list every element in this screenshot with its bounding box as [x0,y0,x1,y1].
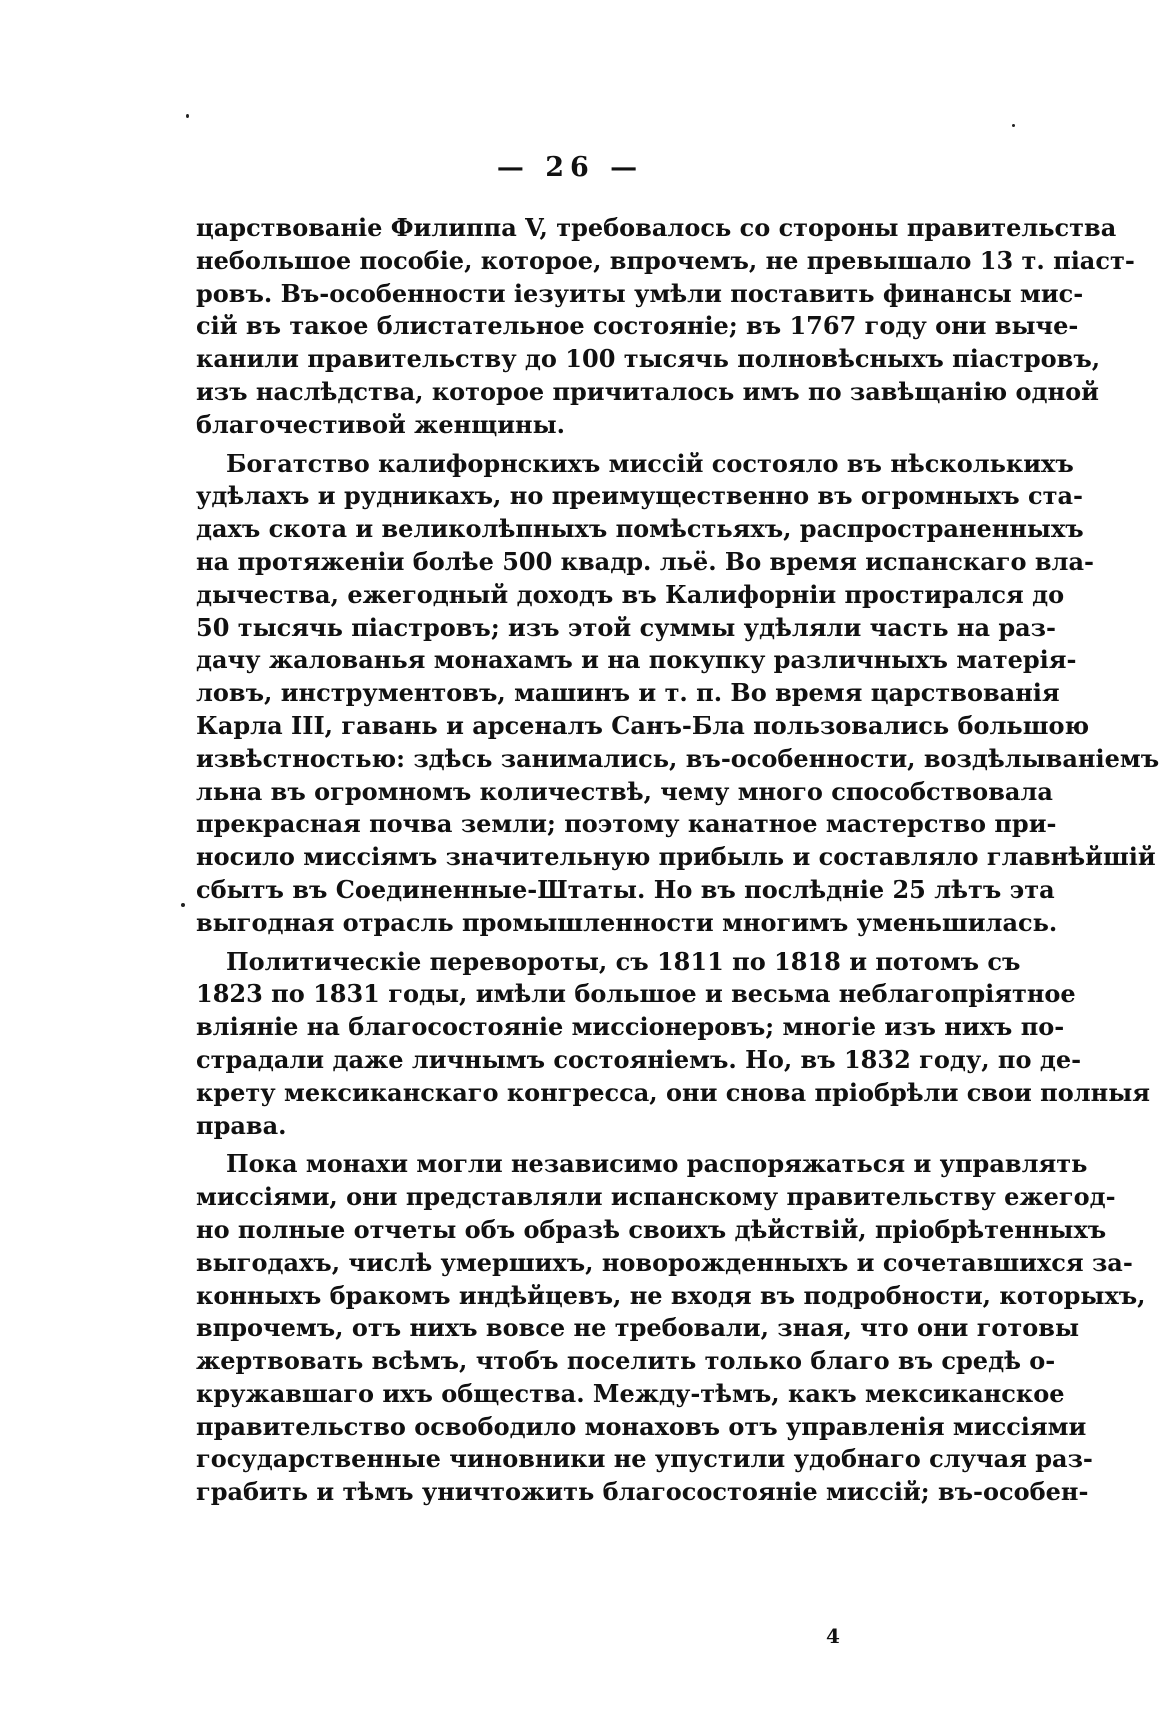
scan-speck [181,903,185,907]
text-line: Политическіе перевороты, съ 1811 по 1818 и потомъ съ [226,946,1021,976]
text-line: конныхъ бракомъ индѣйцевъ, не входя въ подробности, которыхъ, [196,1280,1146,1310]
text-line: льна въ огромномъ количествѣ, чему много способствовала [196,776,1053,806]
scan-speck [1012,124,1015,127]
text-line: крету мексиканскаго конгресса, они снова пріобрѣли свои полныя [196,1077,1151,1107]
text-line: небольшое пособіе, которое, впрочемъ, не превышало 13 т. піаст- [196,245,1135,275]
text-line: удѣлахъ и рудникахъ, но преимущественно въ огромныхъ ста- [196,481,1083,511]
text-line: права. [196,1110,287,1140]
text-line: Пока монахи могли независимо распоряжаться и управлять [226,1149,1088,1179]
text-line: дычества, ежегодный доходъ въ Калифорніи простирался до [196,579,1065,609]
paragraph-3 [196,946,1151,1143]
text-line: Богатство калифорнскихъ миссій состояло въ нѣсколькихъ [226,448,1074,478]
text-line: дахъ скота и великолѣпныхъ помѣстьяхъ, распространенныхъ [196,514,1084,544]
paragraph-4 [196,1148,1146,1509]
text-line: дачу жалованья монахамъ и на покупку различныхъ матерія- [196,645,1077,675]
text-line: сій въ такое блистательное состояніе; въ 1767 году они выче- [196,311,1079,341]
text-line: прекрасная почва земли; поэтому канатное мастерство при- [196,809,1057,839]
text-line: ловъ, инструментовъ, машинъ и т. п. Во время царствованія [196,678,1060,708]
text-line: сбытъ въ Соединенные-Штаты. Но въ послѣдніе 25 лѣтъ эта [196,874,1055,904]
text-line: вліяніе на благосостояніе миссіонеровъ; многіе изъ нихъ по- [196,1012,1065,1042]
text-line: страдали даже личнымъ состояніемъ. Но, въ 1832 году, по де- [196,1044,1082,1074]
text-line: на протяженіи болѣе 500 квадр. льё. Во время испанскаго вла- [196,546,1094,576]
text-line: носило миссіямъ значительную прибыль и составляло главнѣйшій [196,842,1156,872]
text-line: государственные чиновники не упустили удобнаго случая раз- [196,1444,1093,1474]
text-line: канили правительству до 100 тысячь полновѣсныхъ піастровъ, [196,344,1101,374]
text-line: грабить и тѣмъ уничтожить благосостояніе миссій; въ-особен- [196,1477,1089,1507]
text-line: извѣстностью: здѣсь занимались, въ-особенности, воздѣлываніемъ [196,743,1159,773]
text-line: впрочемъ, отъ нихъ вовсе не требовали, зная, что они готовы [196,1313,1080,1343]
text-line: выгодная отрасль промышленности многимъ уменьшилась. [196,907,1058,937]
text-line: изъ наслѣдства, которое причиталось имъ по завѣщанію одной [196,376,1099,406]
text-line: 50 тысячь піастровъ; изъ этой суммы удѣляли часть на раз- [196,612,1056,642]
page-number: — 26 — [496,152,644,183]
scan-speck [186,114,189,118]
text-line: правительство освободило монаховъ отъ управленія миссіями [196,1411,1087,1441]
text-line: царствованіе Филиппа V, требовалось со стороны правительства [196,213,1117,242]
text-line: ровъ. Въ-особенности іезуиты умѣли поставить финансы мис- [196,278,1084,308]
text-line: выгодахъ, числѣ умершихъ, новорожденныхъ и сочетавшихся за- [196,1247,1133,1277]
signature-mark: 4 [826,1624,840,1648]
text-line: миссіями, они представляли испанскому правительству ежегод- [196,1182,1116,1212]
text-line: но полные отчеты объ образѣ своихъ дѣйствій, пріобрѣтенныхъ [196,1214,1107,1244]
text-line: жертвовать всѣмъ, чтобъ поселить только благо въ средѣ о- [196,1346,1056,1376]
text-line: благочестивой женщины. [196,409,565,439]
body-text [196,212,1159,1509]
paragraph-2 [196,448,1159,940]
text-line: Карла III, гавань и арсеналъ Санъ-Бла пользовались большою [196,710,1090,740]
paragraph-1 [196,212,1135,442]
text-line: 1823 по 1831 годы, имѣли большое и весьма неблагопріятное [196,979,1076,1009]
text-line: кружавшаго ихъ общества. Между-тѣмъ, какъ мексиканское [196,1378,1065,1408]
